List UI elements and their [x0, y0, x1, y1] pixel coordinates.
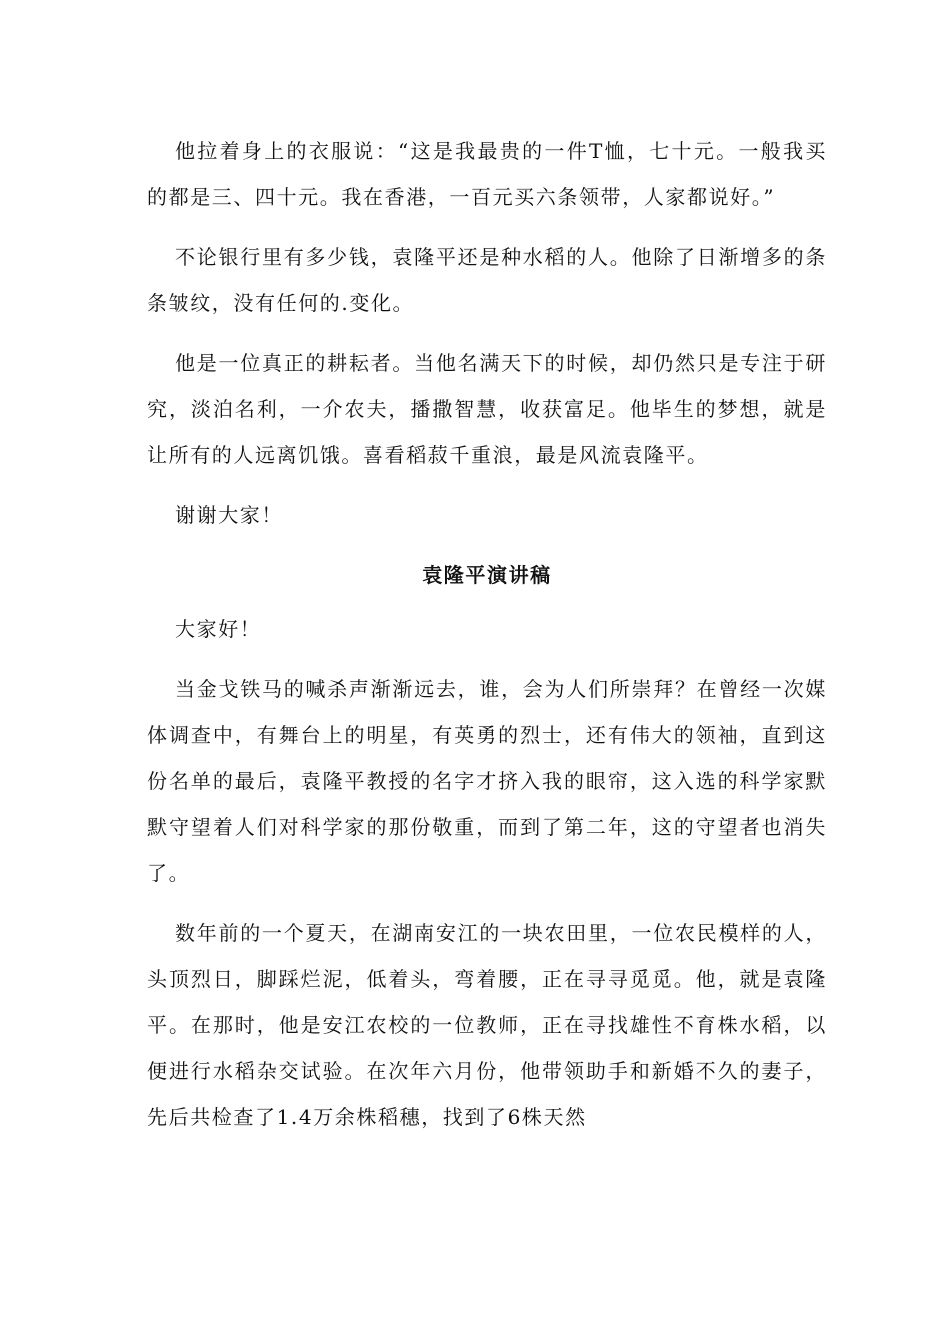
paragraph-summer-field: 数年前的一个夏天，在湖南安江的一块农田里，一位农民模样的人，头顶烈日，脚踩烂泥，低着头，弯着腰，正在寻寻觅觅。他，就是袁隆平。在那时，他是安江农校的一位教师，正在寻找雄性不育株水稻，以便进行水稻杂交试验。在次年六月份，他带领助手和新婚不久的妻子，先后共检查了1.4万余株稻穗，找到了6株天然: [147, 921, 827, 1129]
paragraph-cultivator: 他是一位真正的耕耘者。当他名满天下的时候，却仍然只是专注于研究，淡泊名利，一介农夫，播撒智慧，收获富足。他毕生的梦想，就是让所有的人远离饥饿。喜看稻菽千重浪，最是风流袁隆平。: [147, 351, 827, 467]
document-page: [147, 128, 827, 1154]
paragraph-thanks: 谢谢大家！: [175, 503, 283, 527]
section-title: 袁隆平演讲稿: [422, 563, 552, 587]
paragraph-media-survey: 当金戈铁马的喊杀声渐渐远去，谁，会为人们所崇拜？在曾经一次媒体调查中，有舞台上的明星，有英勇的烈士，还有伟大的领袖，直到这份名单的最后，袁隆平教授的名字才挤入我的眼帘，这入选的科学家默默守望着人们对科学家的那份敬重，而到了第二年，这的守望者也消失了。: [147, 677, 827, 885]
paragraph-tshirt-quote: 他拉着身上的衣服说：“这是我最贵的一件T恤，七十元。一般我买的都是三、四十元。我在香港，一百元买六条领带，人家都说好。”: [147, 139, 827, 209]
paragraph-greeting: 大家好！: [175, 617, 262, 641]
paragraph-rice-farmer: 不论银行里有多少钱，袁隆平还是种水稻的人。他除了日渐增多的条条皱纹，没有任何的.变化。: [147, 245, 827, 315]
